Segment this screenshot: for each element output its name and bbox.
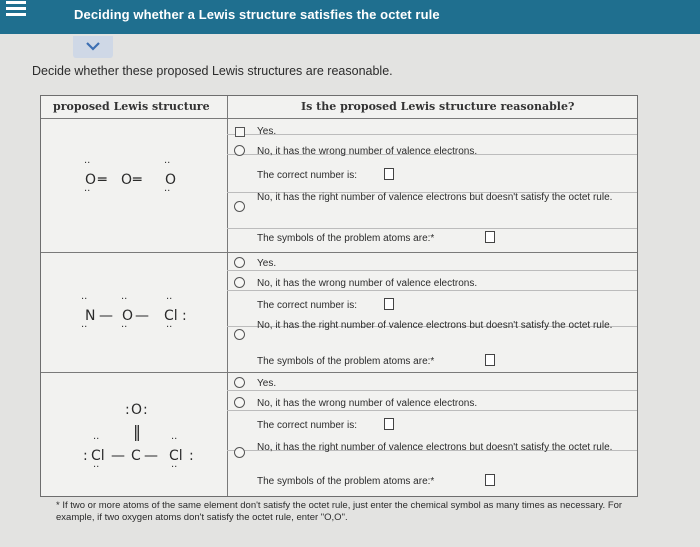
option-wrong-valence-label: No, it has the wrong number of valence electrons.: [257, 398, 478, 409]
option-wrong-valence-radio[interactable]: [234, 277, 245, 288]
atom-o: O: [121, 172, 133, 188]
lone-pair: ··: [166, 322, 173, 333]
option-right-valence-label: No, it has the right number of valence electrons but doesn't satisfy the octet rule.: [257, 192, 613, 203]
option-right-valence-radio[interactable]: [234, 447, 245, 458]
top-bar: [0, 0, 700, 34]
correct-number-input[interactable]: [384, 168, 394, 180]
lone-pair: ··: [81, 294, 88, 305]
atom-o: O: [122, 308, 134, 324]
correct-number-input[interactable]: [384, 418, 394, 430]
option-yes-radio[interactable]: [234, 377, 245, 388]
chevron-down-icon: [85, 40, 101, 52]
collapse-toggle[interactable]: [73, 36, 113, 58]
atom-o: O: [131, 402, 143, 418]
option-right-valence-label: No, it has the right number of valence electrons but doesn't satisfy the octet rule.: [257, 442, 613, 453]
lone-pair-colon: :: [125, 402, 130, 418]
double-bond: ═: [98, 172, 107, 188]
option-wrong-valence-radio[interactable]: [234, 397, 245, 408]
lone-pair: ··: [93, 434, 100, 445]
option-right-valence-label: No, it has the right number of valence electrons but doesn't satisfy the octet rule.: [257, 320, 613, 331]
lone-pair-colon: :: [189, 448, 194, 464]
option-wrong-valence-radio[interactable]: [234, 145, 245, 156]
atom-o: O: [85, 172, 97, 188]
column-header-reasonable: Is the proposed Lewis structure reasonable?: [301, 100, 575, 113]
lone-pair-colon: :: [143, 402, 148, 418]
option-yes-label: Yes.: [257, 258, 277, 269]
lone-pair-colon: :: [182, 308, 187, 324]
option-wrong-valence-label: No, it has the wrong number of valence electrons.: [257, 278, 478, 289]
atom-o: O: [165, 172, 177, 188]
double-bond: ═: [133, 172, 142, 188]
lewis-table: [40, 95, 638, 497]
lone-pair: ··: [84, 158, 91, 169]
lone-pair: ··: [93, 462, 100, 473]
option-yes-label: Yes.: [257, 126, 277, 137]
lone-pair: ··: [121, 322, 128, 333]
correct-number-input[interactable]: [384, 298, 394, 310]
problem-atoms-input[interactable]: [485, 474, 495, 486]
correct-number-label: The correct number is:: [257, 420, 358, 431]
problem-atoms-label: The symbols of the problem atoms are:*: [257, 476, 435, 487]
problem-atoms-label: The symbols of the problem atoms are:*: [257, 233, 435, 244]
problem-atoms-input[interactable]: [485, 231, 495, 243]
atom-c: C: [131, 448, 141, 464]
correct-number-label: The correct number is:: [257, 170, 358, 181]
lone-pair: ··: [81, 322, 88, 333]
atom-cl: Cl: [91, 448, 105, 464]
atom-cl: Cl: [164, 308, 178, 324]
option-yes-radio[interactable]: [234, 257, 245, 268]
lone-pair: ··: [84, 186, 91, 197]
footnote: * If two or more atoms of the same element don't satisfy the octet rule, just enter the chemical symbol as many times as necessary. For example, if two oxygen atoms don't satisfy the octet rule, enter "O,O".: [56, 500, 623, 523]
single-bond: —: [144, 448, 158, 464]
lone-pair: ··: [164, 186, 171, 197]
double-bond: ‖: [133, 422, 141, 441]
lone-pair: ··: [171, 434, 178, 445]
option-yes-checkbox[interactable]: [235, 127, 245, 137]
atom-cl: Cl: [169, 448, 183, 464]
correct-number-label: The correct number is:: [257, 300, 358, 311]
single-bond: —: [111, 448, 125, 464]
page-title: Deciding whether a Lewis structure satisfies the octet rule: [74, 7, 440, 22]
option-yes-label: Yes.: [257, 378, 277, 389]
problem-atoms-label: The symbols of the problem atoms are:*: [257, 356, 435, 367]
menu-icon[interactable]: [6, 0, 26, 22]
instruction-text: Decide whether these proposed Lewis structures are reasonable.: [32, 64, 393, 78]
lone-pair: ··: [121, 294, 128, 305]
single-bond: —: [135, 308, 149, 324]
column-header-structure: proposed Lewis structure: [53, 100, 210, 113]
lone-pair: ··: [171, 462, 178, 473]
option-wrong-valence-label: No, it has the wrong number of valence electrons.: [257, 146, 478, 157]
option-right-valence-radio[interactable]: [234, 329, 245, 340]
lone-pair: ··: [166, 294, 173, 305]
option-right-valence-radio[interactable]: [234, 201, 245, 212]
lone-pair-colon: :: [83, 448, 88, 464]
single-bond: —: [99, 308, 113, 324]
atom-n: N: [85, 308, 96, 324]
problem-atoms-input[interactable]: [485, 354, 495, 366]
lone-pair: ··: [164, 158, 171, 169]
